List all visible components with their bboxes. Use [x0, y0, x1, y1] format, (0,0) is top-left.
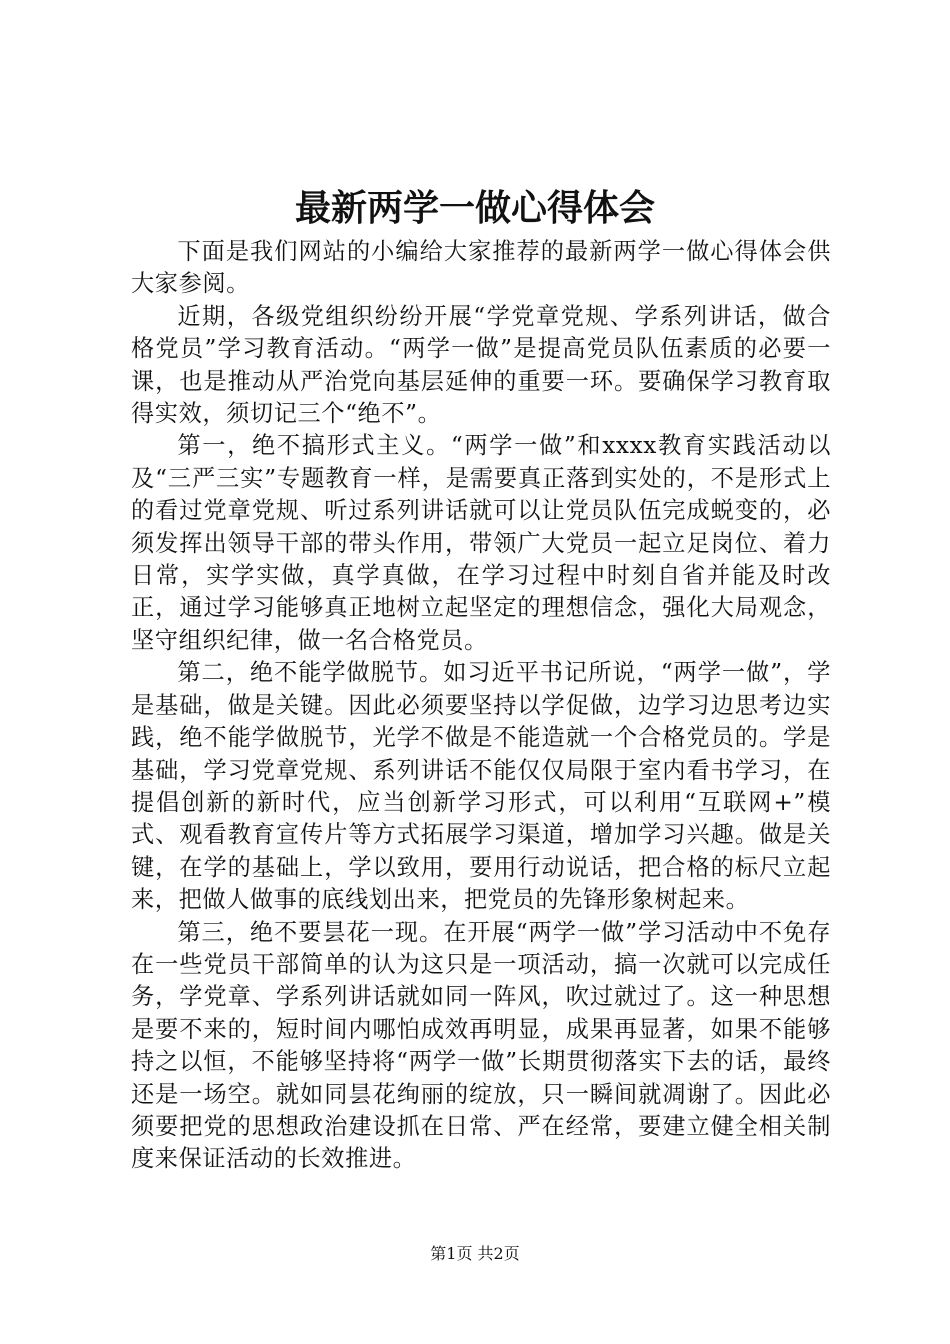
paragraph-intro: 下面是我们网站的小编给大家推荐的最新两学一做心得体会供大家参阅。	[131, 238, 831, 298]
page-number-footer: 第1页 共2页	[430, 1244, 520, 1263]
document-title: 最新两学一做心得体会	[294, 187, 655, 229]
document-body	[131, 236, 831, 1176]
paragraph-overview: 近期，各级党组织纷纷开展“学党章党规、学系列讲话，做合格党员”学习教育活动。“两学一做”是提高党员队伍素质的必要一课，也是推动从严治党向基层延伸的重要一环。要确保学习教育取得实效，须切记三个“绝不”。	[131, 302, 831, 428]
paragraph-second-point: 第二，绝不能学做脱节。如习近平书记所说，“两学一做”，学是基础，做是关键。因此必须要坚持以学促做，边学习边思考边实践，绝不能学做脱节，光学不做是不能造就一个合格党员的。学是基础，学习党章党规、系列讲话不能仅仅局限于室内看书学习，在提倡创新的新时代，应当创新学习形式，可以利用“互联网+”模式、观看教育宣传片等方式拓展学习渠道，增加学习兴趣。做是关键，在学的基础上，学以致用，要用行动说话，把合格的标尺立起来，把做人做事的底线划出来，把党员的先锋形象树起来。	[131, 659, 831, 914]
paragraph-first-point: 第一，绝不搞形式主义。“两学一做”和xxxx教育实践活动以及“三严三实”专题教育一样，是需要真正落到实处的，不是形式上的看过党章党规、听过系列讲话就可以让党员队伍完成蜕变的，必须发挥出领导干部的带头作用，带领广大党员一起立足岗位、着力日常，实学实做，真学真做，在学习过程中时刻自省并能及时改正，通过学习能够真正地树立起坚定的理想信念，强化大局观念，坚守组织纪律，做一名合格党员。	[131, 432, 831, 654]
paragraph-third-point: 第三，绝不要昙花一现。在开展“两学一做”学习活动中不免存在一些党员干部简单的认为这只是一项活动，搞一次就可以完成任务，学党章、学系列讲话就如同一阵风，吹过就过了。这一种思想是要不来的，短时间内哪怕成效再明显，成果再显著，如果不能够持之以恒，不能够坚持将“两学一做”长期贯彻落实下去的话，最终还是一场空。就如同昙花绚丽的绽放，只一瞬间就凋谢了。因此必须要把党的思想政治建设抓在日常、严在经常，要建立健全相关制度来保证活动的长效推进。	[131, 918, 831, 1173]
